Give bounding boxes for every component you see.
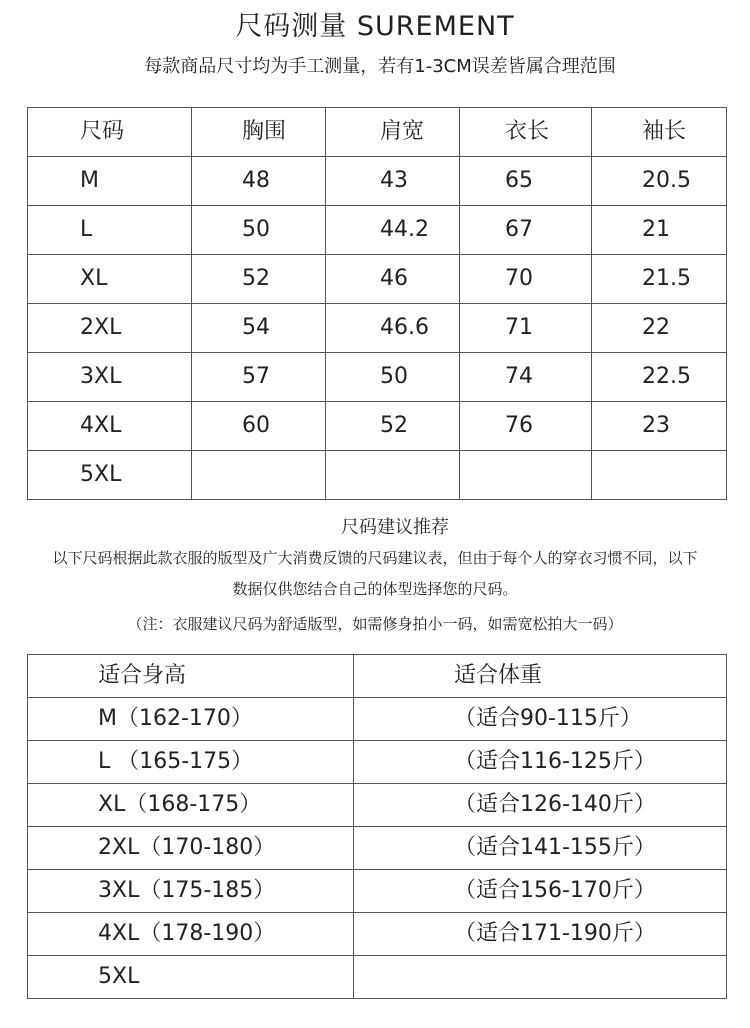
cell-size: L <box>28 206 192 255</box>
table-row <box>28 698 727 741</box>
table-row <box>28 157 727 206</box>
table-row <box>28 913 727 956</box>
cell-length: 70 <box>460 255 592 304</box>
cell-chest: 60 <box>192 402 326 451</box>
cell-weight: （适合156-170斤） <box>354 870 727 913</box>
cell-weight: （适合126-140斤） <box>354 784 727 827</box>
cell-length <box>460 451 592 500</box>
cell-chest <box>192 451 326 500</box>
header-weight: 适合体重 <box>354 655 727 698</box>
table-row <box>28 206 727 255</box>
table-row <box>28 870 727 913</box>
cell-length: 65 <box>460 157 592 206</box>
cell-length: 67 <box>460 206 592 255</box>
table-row <box>28 741 727 784</box>
cell-shoulder: 46 <box>326 255 460 304</box>
cell-weight: （适合171-190斤） <box>354 913 727 956</box>
header-chest: 胸围 <box>192 108 326 157</box>
cell-weight: （适合116-125斤） <box>354 741 727 784</box>
cell-sleeve: 21.5 <box>592 255 727 304</box>
cell-size: XL <box>28 255 192 304</box>
cell-sleeve <box>592 451 727 500</box>
cell-sleeve: 21 <box>592 206 727 255</box>
cell-chest: 57 <box>192 353 326 402</box>
table-row <box>28 255 727 304</box>
recommendation-title: 尺码建议推荐 <box>341 517 449 538</box>
cell-shoulder: 43 <box>326 157 460 206</box>
cell-height: M（162-170） <box>28 698 354 741</box>
header-height: 适合身高 <box>28 655 354 698</box>
recommendation-line-1: 以下尺码根据此款衣服的版型及广大消费反馈的尺码建议表，但由于每个人的穿衣习惯不同，以下 <box>52 549 698 567</box>
table-row <box>28 353 727 402</box>
cell-length: 71 <box>460 304 592 353</box>
cell-weight: （适合141-155斤） <box>354 827 727 870</box>
cell-height: 4XL（178-190） <box>28 913 354 956</box>
recommendation-note: （注：衣服建议尺码为舒适版型，如需修身拍小一码，如需宽松拍大一码） <box>127 615 623 633</box>
header-size: 尺码 <box>28 108 192 157</box>
cell-size: 5XL <box>28 451 192 500</box>
header-sleeve: 袖长 <box>592 108 727 157</box>
cell-sleeve: 20.5 <box>592 157 727 206</box>
cell-height: L （165-175） <box>28 741 354 784</box>
cell-length: 76 <box>460 402 592 451</box>
table-row <box>28 827 727 870</box>
page-title: 尺码测量 SUREMENT <box>235 11 515 42</box>
cell-chest: 54 <box>192 304 326 353</box>
table-row <box>28 304 727 353</box>
cell-size: 3XL <box>28 353 192 402</box>
table-header-row <box>28 655 727 698</box>
cell-shoulder: 50 <box>326 353 460 402</box>
cell-sleeve: 23 <box>592 402 727 451</box>
fit-recommendation-table <box>27 654 727 999</box>
cell-weight: （适合90-115斤） <box>354 698 727 741</box>
header-length: 衣长 <box>460 108 592 157</box>
table-row <box>28 784 727 827</box>
cell-shoulder: 46.6 <box>326 304 460 353</box>
size-chart-table <box>27 107 727 500</box>
cell-length: 74 <box>460 353 592 402</box>
cell-size: M <box>28 157 192 206</box>
cell-size: 2XL <box>28 304 192 353</box>
cell-sleeve: 22 <box>592 304 727 353</box>
cell-height: 5XL <box>28 956 354 999</box>
cell-height: XL（168-175） <box>28 784 354 827</box>
table-header-row <box>28 108 727 157</box>
cell-chest: 48 <box>192 157 326 206</box>
cell-chest: 50 <box>192 206 326 255</box>
recommendation-line-2: 数据仅供您结合自己的体型选择您的尺码。 <box>232 580 518 598</box>
cell-sleeve: 22.5 <box>592 353 727 402</box>
table-row <box>28 402 727 451</box>
cell-shoulder: 44.2 <box>326 206 460 255</box>
cell-size: 4XL <box>28 402 192 451</box>
measurement-note: 每款商品尺寸均为手工测量，若有1-3CM误差皆属合理范围 <box>144 56 616 77</box>
table-row <box>28 956 727 999</box>
table-row <box>28 451 727 500</box>
header-shoulder: 肩宽 <box>326 108 460 157</box>
cell-height: 3XL（175-185） <box>28 870 354 913</box>
cell-weight <box>354 956 727 999</box>
cell-height: 2XL（170-180） <box>28 827 354 870</box>
cell-chest: 52 <box>192 255 326 304</box>
cell-shoulder: 52 <box>326 402 460 451</box>
cell-shoulder <box>326 451 460 500</box>
